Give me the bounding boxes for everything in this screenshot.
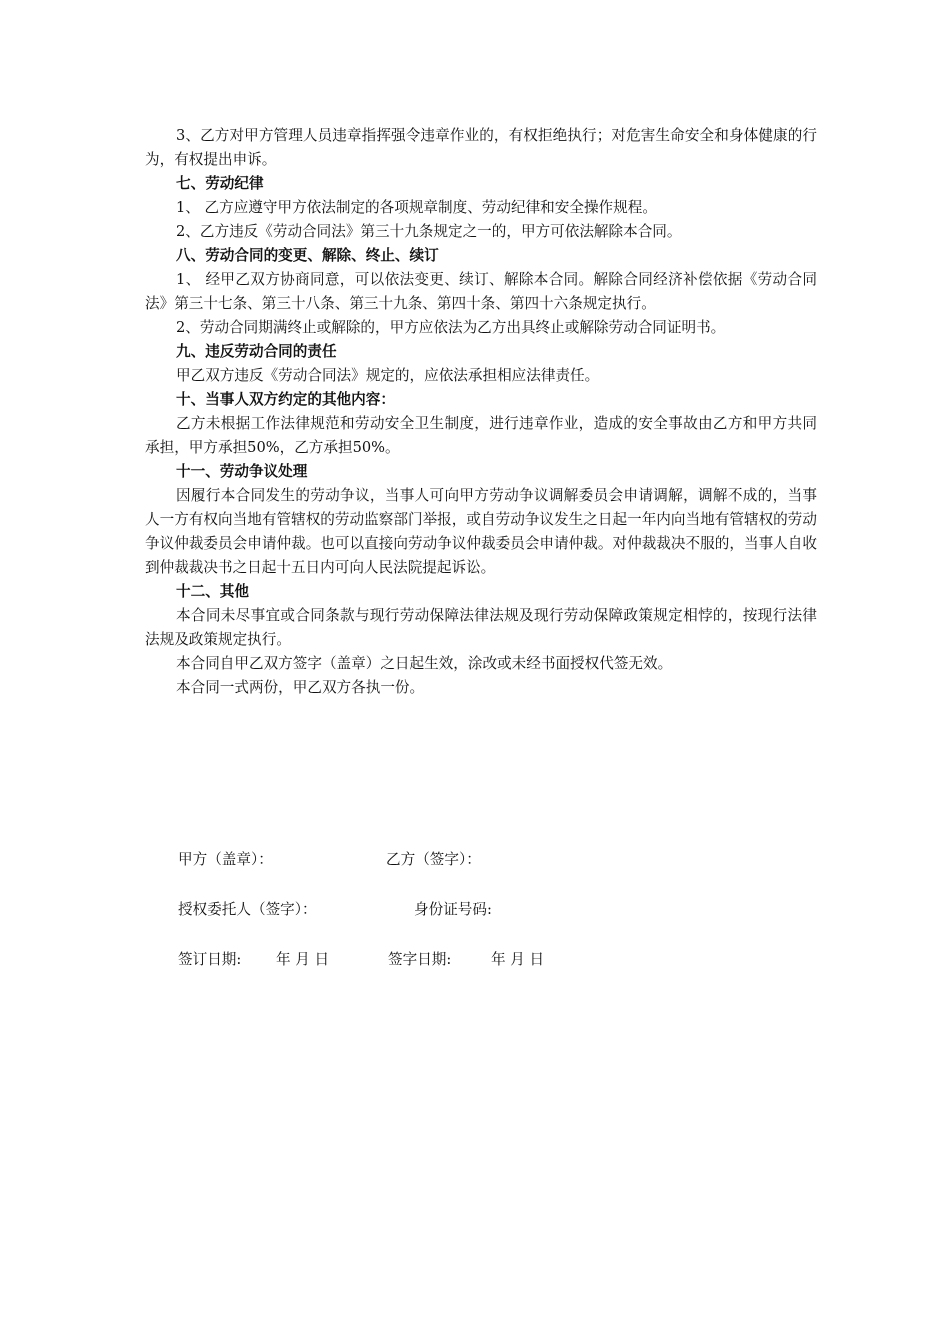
heading-contract-change: 八、劳动合同的变更、解除、终止、续订	[176, 247, 439, 264]
clause-11: 因履行本合同发生的劳动争议，当事人可向甲方劳动争议调解委员会申请调解，调解不成的，当事人一方有权向当地有管辖权的劳动监察部门举报，或自劳动争议发生之日起一年内向当地有管辖权的劳动争议仲裁委员会申请仲裁。也可以直接向劳动争议仲裁委员会申请仲裁。对仲裁裁决不服的，当事人自收到仲裁裁决书之日起十五日内可向人民法院提起诉讼。	[145, 487, 817, 576]
clause-12-1: 本合同未尽事宜或合同条款与现行劳动保障法律法规及现行劳动保障政策规定相悖的，按现行法律法规及政策规定执行。	[145, 607, 817, 648]
clause-7-2: 2、乙方违反《劳动合同法》第三十九条规定之一的，甲方可依法解除本合同。	[176, 223, 682, 240]
signing-date-label: 签订日期:	[178, 951, 242, 968]
clause-9: 甲乙双方违反《劳动合同法》规定的，应依法承担相应法律责任。	[176, 367, 600, 384]
clause-12-2: 本合同自甲乙双方签字（盖章）之日起生效，涂改或未经书面授权代签无效。	[176, 655, 673, 672]
id-number-label: 身份证号码:	[414, 901, 492, 918]
clause-6-3: 3、乙方对甲方管理人员违章指挥强令违章作业的，有权拒绝执行；对危害生命安全和身体健康的行为，有权提出申诉。	[145, 127, 817, 168]
sign-date-value: 年 月 日	[491, 951, 545, 968]
clause-12-3: 本合同一式两份，甲乙双方各执一份。	[176, 679, 425, 696]
heading-labor-discipline: 七、劳动纪律	[176, 175, 264, 192]
party-b-signature-label: 乙方（签字）：	[386, 851, 481, 868]
signing-date-value: 年 月 日	[276, 951, 330, 968]
sign-date-label: 签字日期:	[388, 951, 452, 968]
clause-10: 乙方未根据工作法律规范和劳动安全卫生制度，进行违章作业，造成的安全事故由乙方和甲方共同承担，甲方承担50%，乙方承担50%。	[145, 415, 817, 456]
clause-8-2: 2、劳动合同期满终止或解除的，甲方应依法为乙方出具终止或解除劳动合同证明书。	[176, 319, 726, 336]
heading-other-agreements: 十、当事人双方约定的其他内容：	[176, 391, 395, 408]
clause-7-1: 1、 乙方应遵守甲方依法制定的各项规章制度、劳动纪律和安全操作规程。	[176, 199, 657, 216]
heading-breach-liability: 九、违反劳动合同的责任	[176, 343, 337, 360]
heading-dispute-resolution: 十一、劳动争议处理	[176, 463, 308, 480]
contract-body	[145, 124, 817, 700]
authorized-agent-label: 授权委托人（签字）：	[178, 901, 317, 918]
heading-others: 十二、其他	[176, 583, 249, 600]
clause-8-1: 1、 经甲乙双方协商同意，可以依法变更、续订、解除本合同。解除合同经济补偿依据《劳动合同法》第三十七条、第三十八条、第三十九条、第四十条、第四十六条规定执行。	[145, 271, 817, 312]
party-a-seal-label: 甲方（盖章）：	[178, 851, 273, 868]
